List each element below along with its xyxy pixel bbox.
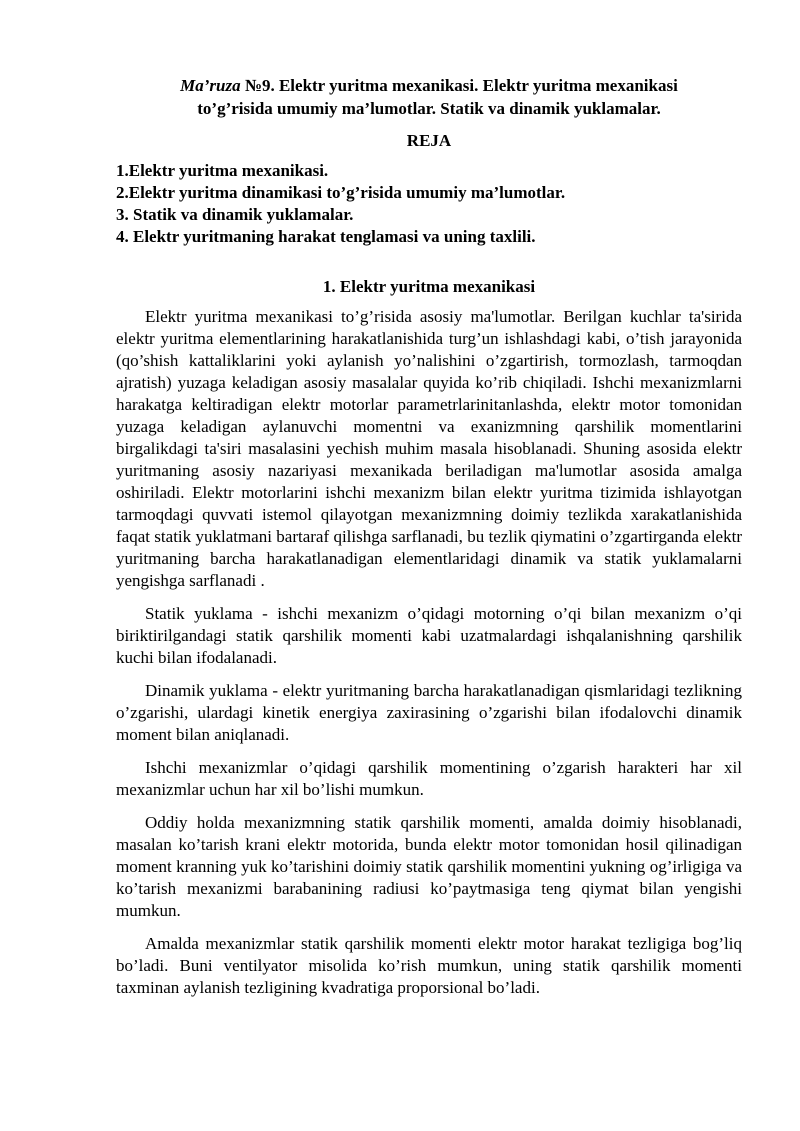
lecture-title-line1: №9. Elektr yuritma mexanikasi. Elektr yuritma mexanikasi — [240, 76, 678, 95]
document-page — [116, 74, 742, 1010]
paragraph: Ishchi mexanizmlar o’qidagi qarshilik momentining o’zgarish harakteri har xil mexanizmlar uchun har xil bo’lishi mumkun. — [116, 758, 742, 799]
paragraph: Statik yuklama - ishchi mexanizm o’qidagi motorning o’qi bilan mexanizm o’qi biriktirilgandagi statik qarshilik momenti kabi uzatmalardagi ishqalanishning qarshilik kuchi bilan ifodalanadi. — [116, 604, 742, 667]
plan-list — [116, 160, 742, 248]
plan-item: 4. Elektr yuritmaning harakat tenglamasi va uning taxlili. — [116, 227, 536, 246]
plan-item: 2.Elektr yuritma dinamikasi to’g’risida umumiy ma’lumotlar. — [116, 183, 566, 202]
plan-item: 1.Elektr yuritma mexanikasi. — [116, 161, 329, 180]
paragraph: Elektr yuritma mexanikasi to’g’risida asosiy ma'lumotlar. Berilgan kuchlar ta'sirida elektr yuritma elementlarining harakatlanishida turg’un ishlashdagi kabi, o’tish jarayonida (qo’shish kattaliklarini yoki aylanish yo’nalishini o’zgartirish, tormozlash, tarmoqdan ajratish) yuzaga keladigan asosiy masalalar quyida ko’rib chiqiladi. Ishchi mexanizmlarni harakatga keltiradigan elektr motorlar parametrlarinitanlashda, elektr motor tomonidan yuzaga keladigan aylanuvchi momentni va exanizmning qarshilik momentlarini birgalikdagi ta'siri masalasini yechish muhim masala hisoblanadi. Shuning asosida elektr yuritmaning asosiy nazariyasi mexanikada beriladigan ma'lumotlar asosida amalga oshiriladi. Elektr motorlarini ishchi mexanizm bilan elektr yuritma tizimida ishlayotgan tarmoqdagi quvvati istemol qilayotgan mexanizmning doimiy tezlikda xarakatlanishida faqat statik yuklatmani bartaraf qilishga sarflanadi, bu tezlik qiymatini o’zgartirganda elektr yuritmaning barcha harakatlanadigan elementlaridagi dinamik va statik yuklamalarni yengishga sarflanadi . — [116, 307, 742, 590]
paragraph: Dinamik yuklama - elektr yuritmaning barcha harakatlanadigan qismlaridagi tezlikning o’zgarishi, ulardagi kinetik energiya zaxirasining o’zgarishi bilan ifodalovchi dinamik moment bilan aniqlanadi. — [116, 681, 742, 744]
paragraph: Oddiy holda mexanizmning statik qarshilik momenti, amalda doimiy hisoblanadi, masalan ko’tarish krani elektr motorida, bunda elektr motor tomonidan hosil qilinadigan moment kranning yuk ko’tarishini doimiy statik qarshilik momentini yukning og’irligiga va ko’tarish mexanizmi barabanining radiusi ko’paytmasiga teng qiymat bilan yengishi mumkun. — [116, 813, 742, 920]
lecture-title-label: Ma’ruza — [180, 76, 241, 95]
section-heading: 1. Elektr yuritma mexanikasi — [322, 277, 536, 296]
lecture-title-line2: to’g’risida umumiy ma’lumotlar. Statik va dinamik yuklamalar. — [197, 99, 661, 118]
paragraph: Amalda mexanizmlar statik qarshilik momenti elektr motor harakat tezligiga bog’liq bo’ladi. Buni ventilyator misolida ko’rish mumkun, uning statik qarshilik momenti taxminan aylanish tezligining kvadratiga proporsional bo’ladi. — [116, 934, 742, 997]
plan-heading: REJA — [406, 131, 452, 150]
plan-item: 3. Statik va dinamik yuklamalar. — [116, 205, 354, 224]
lecture-title — [116, 74, 742, 120]
